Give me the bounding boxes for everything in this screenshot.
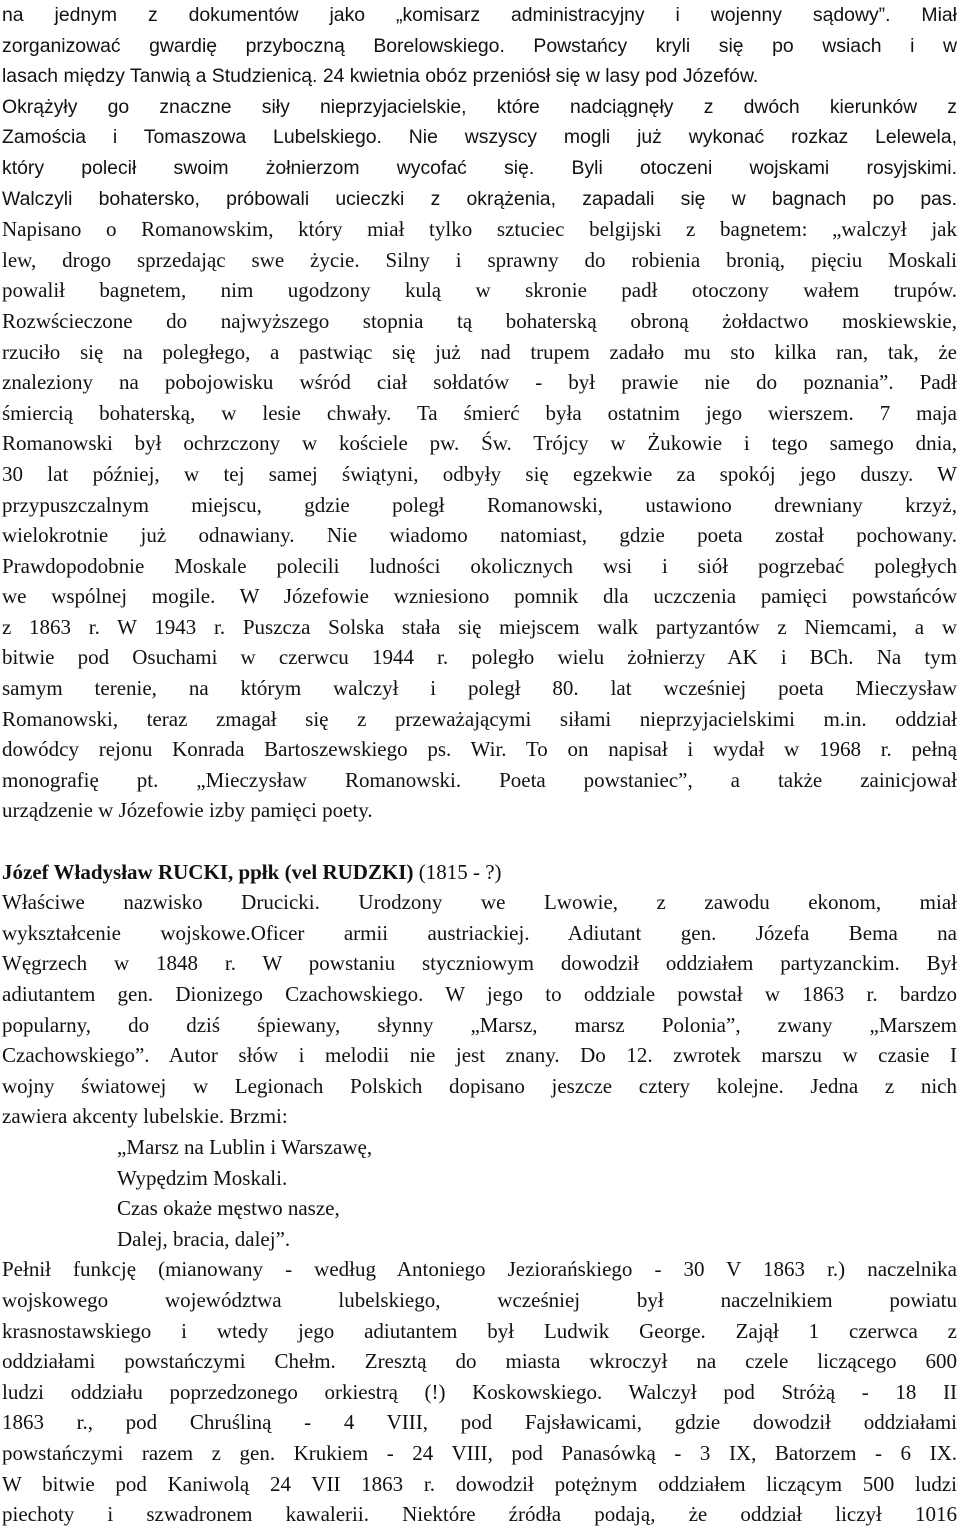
text-line: powstańczymi razem z gen. Krukiem - 24 VIII, pod Panasówką - 3 IX, Batorzem - 6 IX. [2, 1440, 957, 1465]
text-line: lasach między Tanwią a Studzienicą. 24 kwietnia obóz przeniósł się w lasy pod Józefów. [2, 65, 759, 88]
verse-line: Czas okaże męstwo nasze, [117, 1196, 340, 1221]
text-line: Prawdopodobnie Moskale polecili ludności okolicznych wsi i siół pogrzebać poległych [2, 553, 957, 578]
text-line: 30 lat później, w tej samej świątyni, odbyły się egzekwie za spokój jego duszy. W [2, 461, 957, 486]
text-line: z 1863 r. W 1943 r. Puszcza Solska stała się miejscem walk partyzantów z Niemcami, a w [2, 614, 957, 639]
text-line: który polecił swoim żołnierzom wycofać się. Byli otoczeni wojskami rosyjskimi. [2, 156, 957, 179]
text-line: krasnostawskiego i wtedy jego adiutantem był Ludwik George. Zajął 1 czerwca z [2, 1318, 957, 1343]
text-line: ludzi oddziału poprzedzonego orkiestrą (!) Koskowskiego. Walczył pod Stróżą - 18 II [2, 1379, 957, 1404]
text-line: piechoty i szwadronem kawalerii. Niektóre źródła podają, że oddział liczył 1016 [2, 1502, 957, 1527]
text-line: Zamościa i Tomaszowa Lubelskiego. Nie wszyscy mogli już wykonać rozkaz Lelewela, [2, 126, 957, 149]
text-line: wojskowego województwa lubelskiego, wcześniej był naczelnikiem powiatu [2, 1287, 957, 1312]
verse-line: Wypędzim Moskali. [117, 1165, 288, 1190]
text-line: wojny światowej w Legionach Polskich dopisano jeszcze cztery kolejne. Jedna z nich [2, 1073, 957, 1098]
text-line: popularny, do dziś śpiewany, słynny „Marsz, marsz Polonia”, zwany „Marszem [2, 1012, 957, 1037]
text-line: Właściwe nazwisko Drucicki. Urodzony we Lwowie, z zawodu ekonom, miał [2, 890, 957, 915]
text-line: dowódcy rejonu Konrada Bartoszewskiego ps. Wir. To on napisał i wydał w 1968 r. pełną [2, 737, 957, 762]
text-line: bitwie pod Osuchami w czerwcu 1944 r. poległo wielu żołnierzy AK i BCh. Na tym [2, 645, 957, 670]
text-line: samym terenie, na którym walczył i poległ 80. lat wcześniej poeta Mieczysław [2, 676, 957, 701]
text-line: Czachowskiego”. Autor słów i melodii nie jest znany. Do 12. zwrotek marszu w czasie I [2, 1043, 957, 1068]
paragraph-rucki-service [2, 1254, 957, 1529]
text-line: W bitwie pod Kaniwolą 24 VII 1863 r. dowodził potężnym oddziałem liczącym 500 ludzi [2, 1471, 957, 1496]
text-line: zorganizować gwardię przyboczną Borelowskiego. Powstańcy kryli się po wsiach i w [2, 34, 957, 57]
text-line: na jednym z dokumentów jako „komisarz administracyjny i wojenny sądowy”. Miał [2, 4, 957, 26]
text-line: Romanowski był ochrzczony w kościele pw. Św. Trójcy w Żukowie i tego samego dnia, [2, 431, 957, 456]
text-line: lew, drogo sprzedając swe życie. Silny i sprawny do robienia bronią, pięciu Moskali [2, 247, 957, 272]
text-line: wielokrotnie już odnawiany. Nie wiadomo natomiast, gdzie poeta został pochowany. [2, 523, 957, 548]
text-line: 1863 r., pod Chruśliną - 4 VIII, pod Fajsławicami, gdzie dowodził oddziałami [2, 1410, 957, 1435]
song-verse [2, 1132, 957, 1254]
text-line: urządzenie w Józefowie izby pamięci poety. [2, 798, 373, 823]
text-line: znaleziony na pobojowisku wśród ciał sołdatów - był prawie nie do poznania”. Padł [2, 370, 957, 395]
text-line: powalił bagnetem, nim ugodzony kulą w skronie padł otoczony wałem trupów. [2, 278, 957, 303]
verse-line: Dalej, bracia, dalej”. [117, 1226, 291, 1251]
text-line: przypuszczalnym miejscu, gdzie poległ Romanowski, ustawiono drewniany krzyż, [2, 492, 957, 517]
entry-heading-name: Józef Władysław RUCKI, ppłk (vel RUDZKI) [2, 859, 414, 884]
text-line: monografię pt. „Mieczysław Romanowski. Poeta powstaniec”, a także zainicjował [2, 767, 957, 792]
text-line: Węgrzech w 1848 r. W powstaniu styczniowym dowodził oddziałem partyzanckim. Był [2, 951, 957, 976]
text-line: śmiercią bohaterską, w lesie chwały. Ta śmierć była ostatnim jego wierszem. 7 maja [2, 400, 957, 425]
entry-heading-dates: (1815 - ?) [413, 859, 502, 884]
text-line: Napisano o Romanowskim, który miał tylko sztuciec belgijski z bagnetem: „walczył jak [2, 217, 957, 242]
text-line: wykształcenie wojskowe.Oficer armii austriackiej. Adiutant gen. Józefa Bema na [2, 920, 957, 945]
entry-heading [2, 857, 957, 888]
paragraph-romanowski [2, 0, 957, 826]
text-line: oddziałami powstańczymi Chełm. Zresztą do miasta wkroczył na czele liczącego 600 [2, 1349, 957, 1374]
text-line: rzuciło się na poległego, a pastwiąc się już nad trupem zadało mu sto kilka ran, tak, że [2, 339, 957, 364]
text-line: adiutantem gen. Dionizego Czachowskiego. W jego to oddziale powstał w 1863 r. bardzo [2, 982, 957, 1006]
text-line: Walczyli bohatersko, próbowali ucieczki z okrążenia, zapadali się w bagnach po pas. [2, 187, 957, 210]
paragraph-gap [2, 826, 957, 857]
paragraph-rucki-intro [2, 887, 957, 1132]
text-line: Pełnił funkcję (mianowany - według Antoniego Jeziorańskiego - 30 V 1863 r.) naczelnika [2, 1257, 957, 1282]
text-line: Romanowski, teraz zmagał się z przeważającymi siłami nieprzyjacielskimi m.in. oddział [2, 706, 957, 731]
text-line: Rozwścieczone do najwyższego stopnia tą bohaterską obroną żołdactwo moskiewskie, [2, 308, 957, 333]
text-line: Okrążyły go znaczne siły nieprzyjacielskie, które nadciągnęły z dwóch kierunków z [2, 95, 957, 118]
text-line: we wspólnej mogile. W Józefowie wzniesiono pomnik dla uczczenia pamięci powstańców [2, 584, 957, 609]
verse-line: „Marsz na Lublin i Warszawę, [117, 1134, 373, 1159]
text-line: zawiera akcenty lubelskie. Brzmi: [2, 1104, 288, 1129]
